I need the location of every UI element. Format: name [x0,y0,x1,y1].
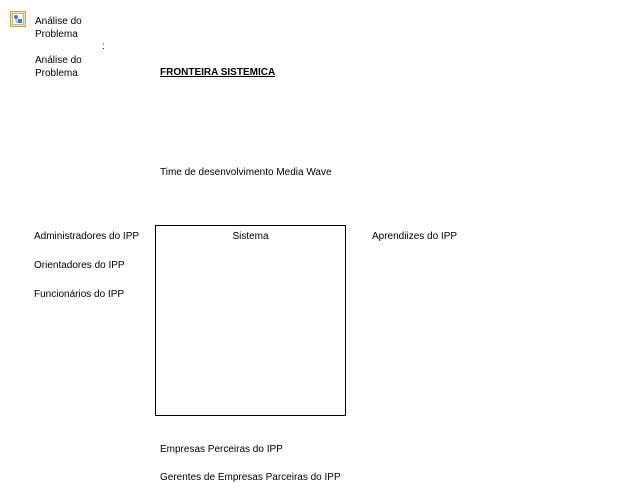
header-title-line2: Problema [35,29,78,40]
actor-right-aprendizes: Aprendiizes do IPP [372,231,458,242]
diagram-title: FRONTEIRA SISTEMICA [160,67,276,78]
section-label-line2: Problema [35,68,78,79]
header-title-line1: Análise do [35,16,82,27]
diagram-document-icon[interactable] [10,11,26,27]
header-title[interactable] [35,15,82,41]
actor-bottom-gerentes: Gerentes de Empresas Parceiras do IPP [160,472,341,483]
actor-left-orientadores: Orientadores do IPP [34,260,125,271]
system-boundary-box [155,225,346,416]
header-separator: : [102,41,105,52]
system-label: Sistema [232,231,269,242]
section-label [35,54,82,80]
actor-bottom-empresas: Empresas Perceiras do IPP [160,444,283,455]
section-label-line1: Análise do [35,55,82,66]
actor-left-funcionarios: Funcionários do IPP [34,289,125,300]
actor-top: Time de desenvolvimento Media Wave [160,167,332,178]
actor-left-administradores: Administradores do IPP [34,231,140,242]
